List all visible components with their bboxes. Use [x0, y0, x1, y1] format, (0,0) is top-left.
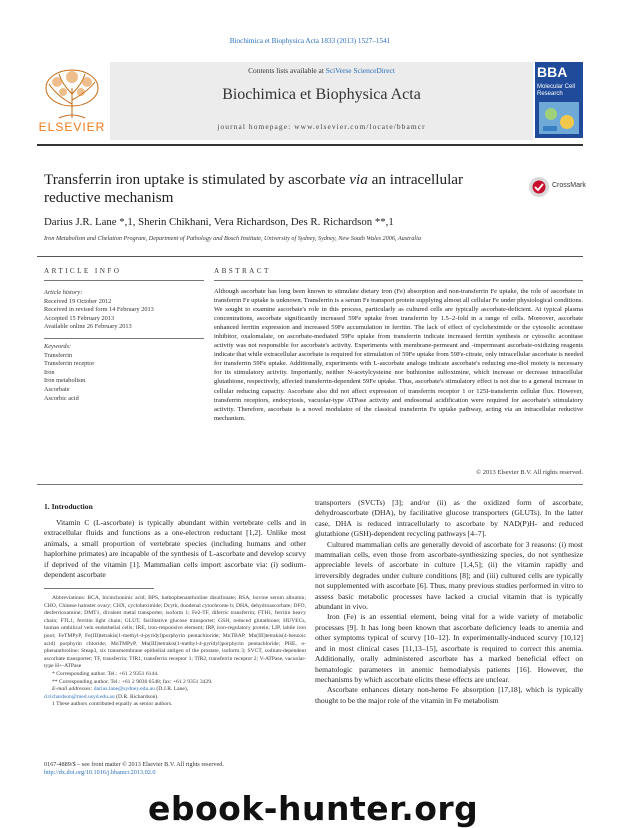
contents-line: Contents lists available at SciVerse ScienceDirect — [248, 66, 395, 75]
abstract-text: Although ascorbate has long been known to stimulate dietary iron (Fe) absorption and non-transferrin Fe uptake, the role of ascorbate in transferrin Fe uptake is unknown. Transferrin is a serum Fe transport protein supplying almost all cellular Fe under physiological conditions. We sought to examine ascorbate's role in this process, particularly as cultured cells are typically ascorbate-deficient. At typical plasma concentrations, ascorbate significantly increased 59Fe uptake from transferrin by 1.5–2-fold in a range of cells. Moreover, ascorbate enhanced ferritin expression and increased 59Fe accumulation in ferritin. The lack of effect of cycloheximide or the cytosolic aconitase inhibitor, oxalomalate, on ascorbate-mediated 59Fe uptake from transferrin indicate increased ferritin synthesis or cytosolic aconitase activity was not responsible for ascorbate's activity. Experiments with membrane-permeant and -impermeant ascorbate-oxidizing reagents indicate that while extracellular ascorbate is required for stimulation of 59Fe uptake from 59Fe-citrate, only intracellular ascorbate is needed for transferrin 59Fe uptake. Additionally, experiments with L-ascorbate analogs indicate ascorbate's reducing ene-diol moiety is necessary for its stimulatory activity. Importantly, neither N-acetylcysteine nor buthionine sulfoximine, which increase or decrease intracellular glutathione, respectively, affected transferrin-dependent 59Fe uptake. Thus, ascorbate's stimulatory effect is not due to a general increase in cellular reducing capacity. Ascorbate also did not affect expression of transferrin receptor 1 or 125I-transferrin cellular flux. However, transferrin receptors, endocytosis, vacuolar-type ATPase activity and endosomal acidification were required for ascorbate's stimulatory activity. Therefore, ascorbate is a novel modulator of the classical transferrin Fe uptake pathway, acting via an intracellular reductive mechanism. — [214, 288, 583, 422]
crossmark-icon — [528, 176, 550, 198]
cover-subtitle: Molecular Cell Research — [537, 84, 576, 97]
journal-title: Biochimica et Biophysica Acta — [222, 86, 421, 103]
keyword-list — [44, 343, 209, 403]
history-label: Article history: — [44, 289, 83, 296]
keyword: Transferrin receptor — [44, 360, 95, 368]
abbreviations-footnote: Abbreviations: BCA, bicinchoninic acid; BPS, bathophenanthroline disulfonate; BSA, bovine serum albumin; CHO, Chinese hamster ovary; CHX, cycloheximide; Dcytb, duodenal cytochrome b; DHA, dehydroascorbate; DFO, desferrioxamine; DMT1, divalent metal transporter, isoform 1; Fe2-TF, diferric transferrin; FTH1, ferritin heavy chain; FTL1, ferritin light chain; GLUT, facilitative glucose transporter; GSH, reduced glutathione; HUVECs, human umbilical vein endothelial cells; IRE, iron-responsive element; IRP, iron-regulatory protein; LIP, labile iron pool; FeTMPyP, Fe(III)tetrakis(1-methyl-4-pyridyl)porphyrin pentachloride; MnTBAP, Mn(III)tetrakis(4-benzoic acid) porphyrin chloride; MnTMPyP, Mn(III)tetrakis(1-methyl-4-pyridyl)porphyrin pentachloride; PHE, o-phenanthroline; Steap3, six transmembrane epithelial antigen of the prostate, isoform 3; SVCT, sodium-dependent ascorbate transporter; TF, transferrin; TfR1, transferrin receptor 1; TfR2, transferrin receptor 2; V-ATPase, vacuolar-type H+-ATPase — [44, 595, 306, 670]
history-accepted: Accepted 15 February 2013 — [44, 314, 115, 322]
footnotes — [44, 595, 306, 709]
cover-title: BBA — [537, 64, 568, 80]
crossmark-label: CrossMark — [552, 182, 586, 189]
article-title: Transferrin iron uptake is stimulated by ascorbate via an intracellular reductive mechanism — [44, 171, 464, 206]
intro-paragraph: transporters (SVCTs) [3]; and/or (ii) as the oxidized form of ascorbate, dehydroascorbate (DHA), by facilitative glucose transporters (GLUTs). In the latter case, DHA is reduced intracellularly to ascorbate by NAD(P)H- and reduced glutathione (GSH)-dependent recycling pathways [4–7]. — [315, 498, 583, 539]
keyword: Transferrin — [44, 351, 73, 359]
email-footnote: E-mail addresses: darius.lane@sydney.edu.au (D.J.R. Lane), d.richardson@med.usyd.edu.au (D.R. Richardson). — [44, 686, 189, 700]
abstract-rule-bottom — [37, 484, 583, 485]
title-rule — [37, 256, 583, 257]
article-history — [44, 289, 209, 332]
introduction-column-right — [315, 498, 583, 706]
equal-contribution-footnote: 1 These authors contributed equally as senior authors. — [52, 701, 173, 708]
email-link-richardson[interactable]: d.richardson@med.usyd.edu.au — [44, 693, 115, 700]
keyword: Ascorbate — [44, 385, 70, 393]
article-info-heading: ARTICLE INFO — [44, 267, 122, 275]
journal-citation[interactable]: Biochimica et Biophysica Acta 1833 (2013) 1527–1541 — [229, 37, 391, 45]
introduction-paragraph: Vitamin C (L-ascorbate) is typically abundant within vertebrate cells and in extracellular fluids and functions as a one-electron reductant [1,2]. Unlike most animals, a small proportion of vertebrate species (including humans and other haplorhine primates) are incapable of the synthesis of L-ascorbate and develop scurvy if deprived of the vitamin [1]. Mammalian cells import ascorbate via: (i) sodium-dependent ascorbate — [44, 518, 306, 580]
keywords-label: Keywords: — [44, 343, 72, 350]
abstract-rule — [214, 280, 583, 281]
author-list: Darius J.R. Lane *,1, Sherin Chikhani, Vera Richardson, Des R. Richardson **,1 — [44, 216, 394, 228]
doi-link[interactable]: http://dx.doi.org/10.1016/j.bbamcr.2013.02.0 — [44, 769, 156, 777]
journal-homepage[interactable]: journal homepage: www.elsevier.com/locate/bbamcr — [217, 122, 426, 131]
intro-paragraph: Iron (Fe) is an essential element, being vital for a wide variety of metabolic processes [9]. It has long been known that ascorbate deficiency leads to anemia and other symptoms typical of scurvy [10–12]. In experimentally-induced scurvy [10,12] and in most clinical cases [11,13–15], ascorbate is required to correct this anemia. Additionally, orally administered ascorbate has a marked beneficial effect on hematologic parameters in anemic hemodialysis patients [16]. However, the mechanisms by which ascorbate elicits these effects are unclear. — [315, 612, 583, 684]
keywords-rule — [44, 338, 204, 339]
crossmark-badge[interactable] — [528, 176, 588, 198]
history-revised: Received in revised form 14 February 2013 — [44, 306, 154, 314]
corresponding-author-2: ** Corresponding author. Tel.: +61 2 9036 6548; fax: +61 2 9351 3429. — [52, 678, 213, 685]
affiliation: Iron Metabolism and Chelation Program, Department of Pathology and Bosch Institute, University of Sydney, Sydney, New South Wales 2006, Australia — [44, 235, 421, 242]
article-info-rule — [44, 280, 204, 281]
sciencedirect-link[interactable]: SciVerse ScienceDirect — [325, 66, 395, 75]
front-matter-line: 0167-4889/$ – see front matter © 2013 Elsevier B.V. All rights reserved. — [44, 761, 224, 768]
keyword: Iron metabolism — [44, 377, 86, 385]
history-received: Received 19 October 2012 — [44, 297, 112, 305]
header-rule — [37, 144, 583, 146]
copyright-notice: © 2013 Elsevier B.V. All rights reserved. — [476, 469, 583, 476]
keyword: Ascorbic acid — [44, 394, 79, 402]
elsevier-wordmark: ELSEVIER — [38, 120, 106, 134]
intro-paragraph: Ascorbate enhances dietary non-heme Fe absorption [17,18], which is typically thought to be the major role of the vitamin in Fe metabolism — [315, 685, 583, 705]
abstract-heading: ABSTRACT — [214, 267, 271, 275]
email-link-lane[interactable]: darius.lane@sydney.edu.au — [93, 686, 155, 693]
intro-paragraph: Cultured mammalian cells are generally devoid of ascorbate for 3 reasons: (i) most mammalian cells, even those from ascorbate-synthesizing species, do not synthesize appreciable levels of ascorbate in culture [1,4,5]; (ii) the vitamin rapidly and irreversibly degrades under culture conditions [8]; and (iii) cultured cells are typically not supplemented with ascorbate [6]. Thus, many previous studies performed in vitro to assess basic metabolic processes have lacked a crucial vitamin that is typically abundant in vivo. — [315, 539, 583, 612]
issn-block — [44, 761, 306, 778]
keyword: Iron — [44, 368, 55, 376]
footnote-rule — [44, 588, 154, 589]
journal-header — [37, 62, 583, 142]
introduction-heading: 1. Introduction — [44, 502, 93, 511]
history-online: Available online 26 February 2013 — [44, 323, 132, 331]
corresponding-author-1: * Corresponding author. Tel.: +61 2 9351 6144. — [52, 670, 159, 677]
watermark-text: ebook-hunter.org — [148, 789, 479, 828]
